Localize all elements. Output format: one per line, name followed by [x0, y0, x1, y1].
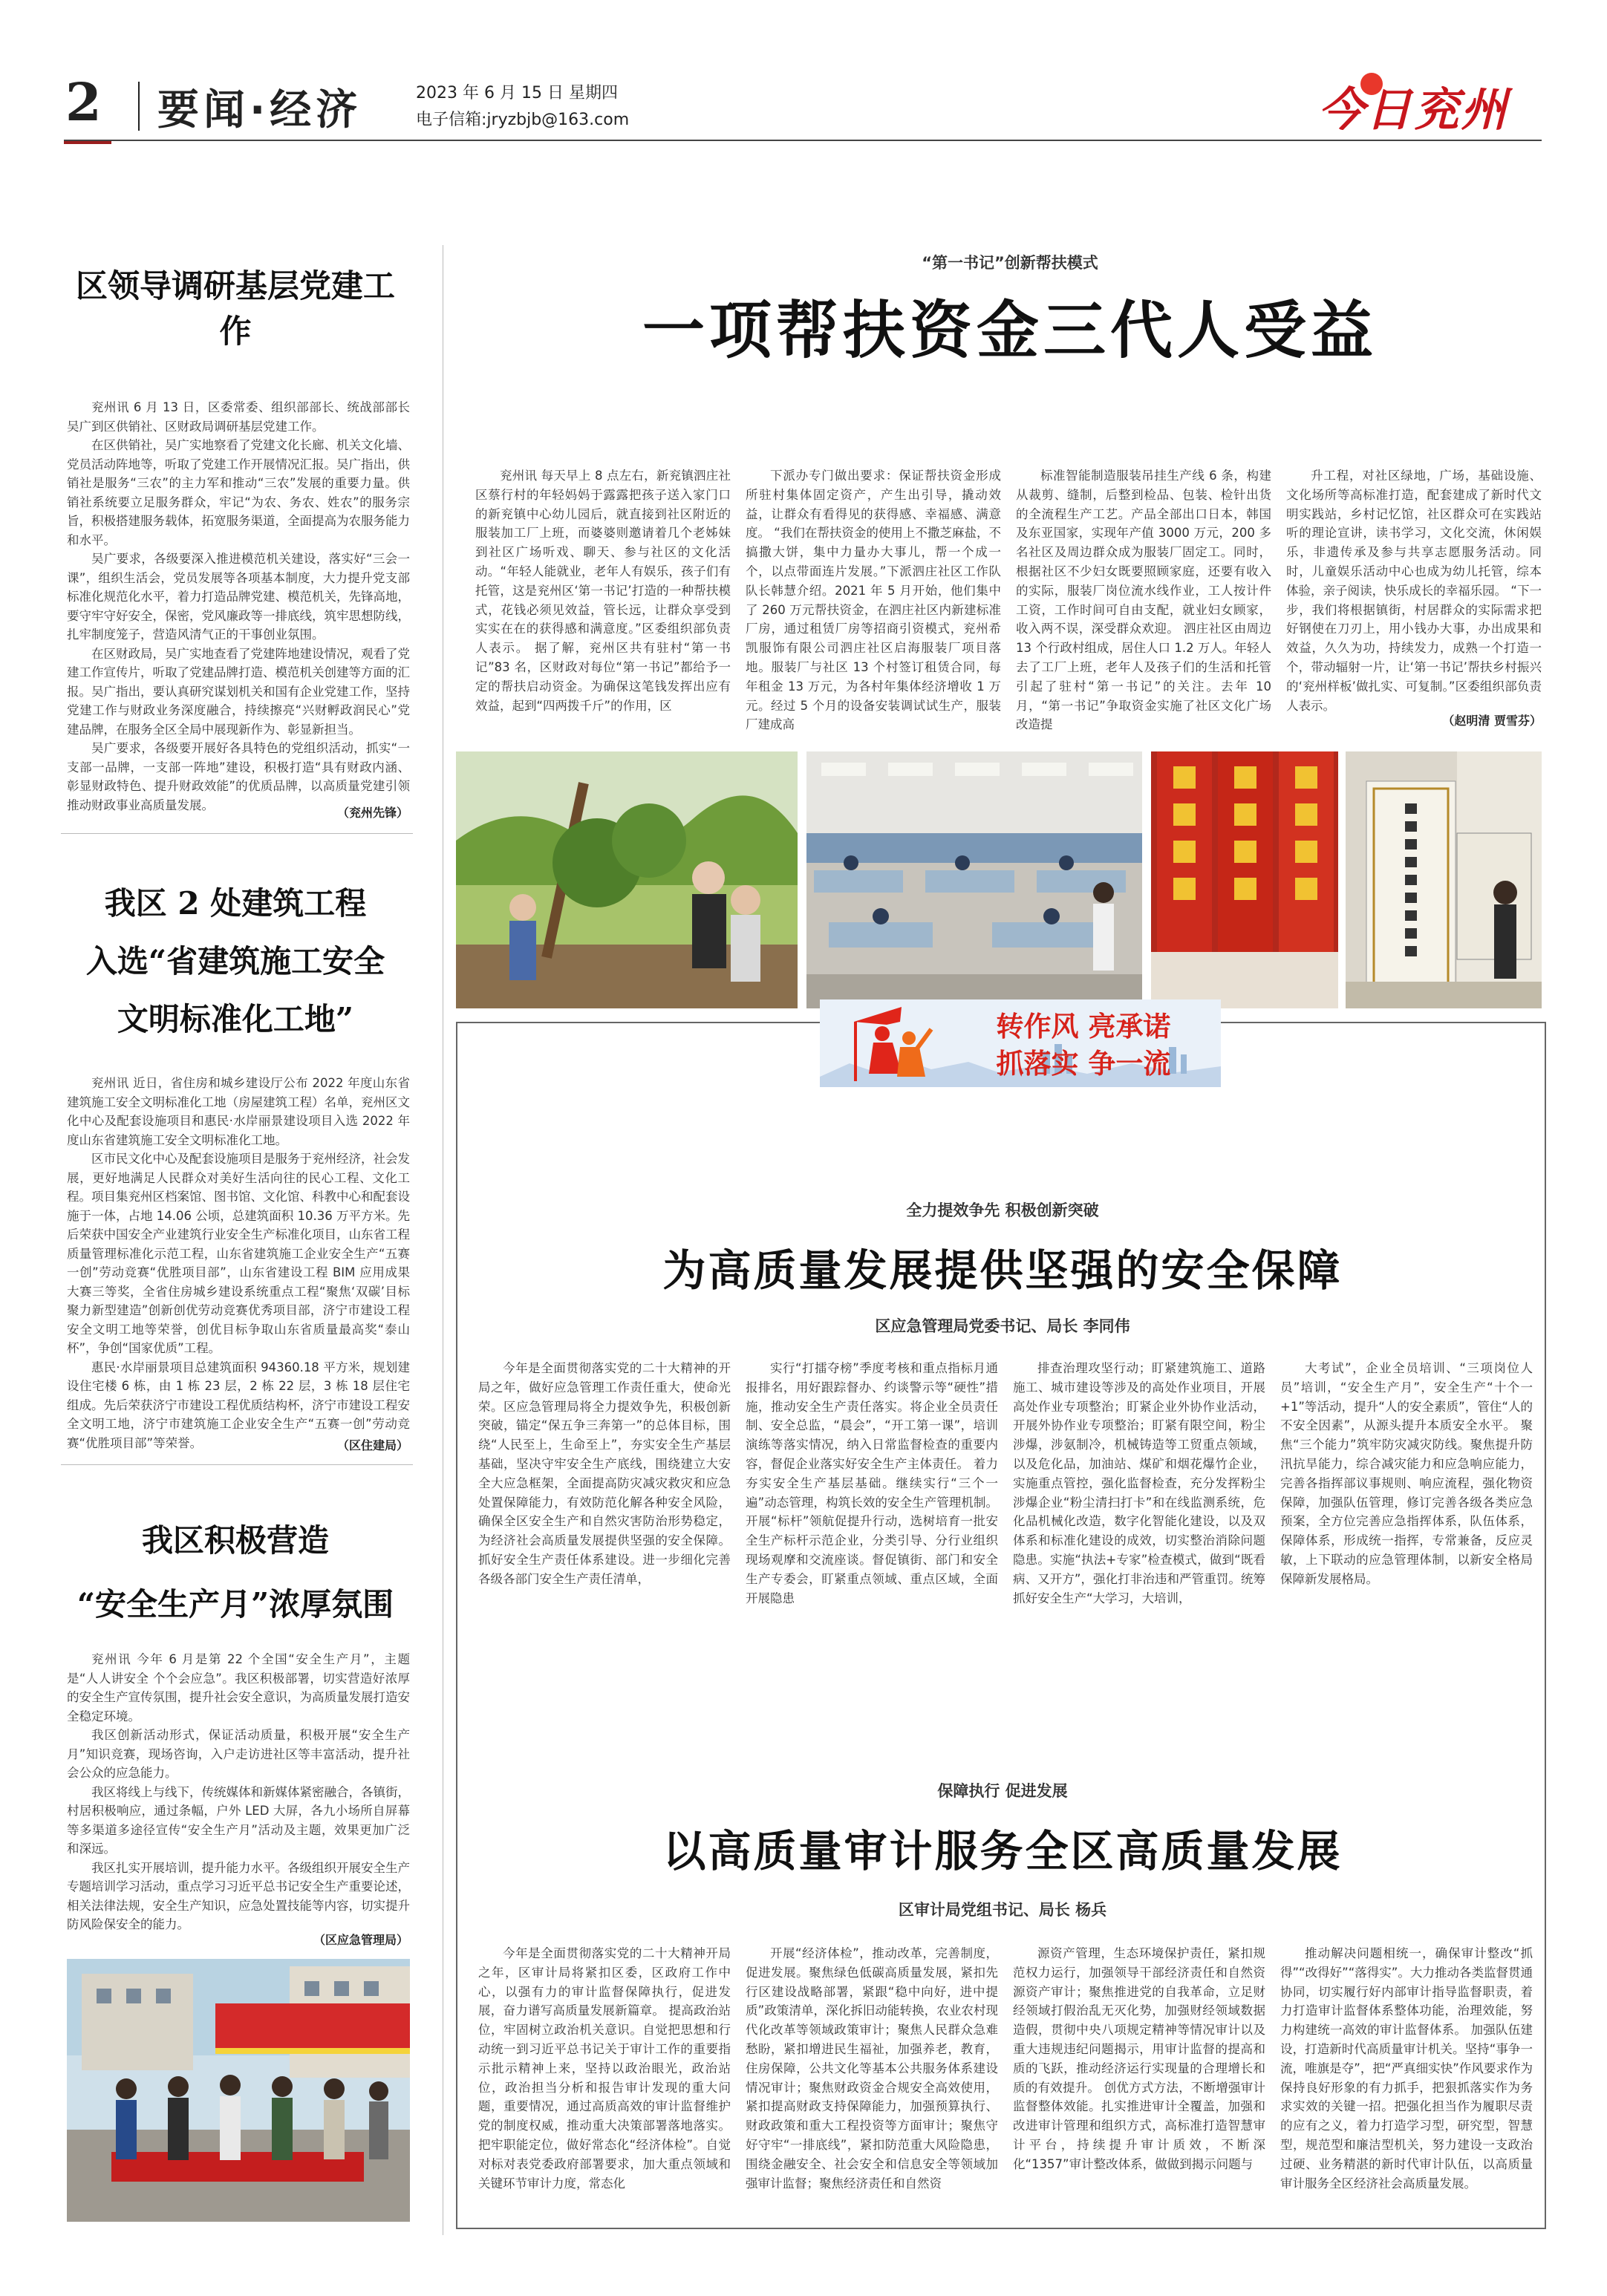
top-story-title: 一项帮扶资金三代人受益 [642, 294, 1378, 367]
dateline [416, 80, 629, 134]
campaign-banner [820, 999, 1221, 1087]
article-3-para: 我区扎实开展培训，提升能力水平。各级组织开展安全生产专题培训学习活动，重点学习习近平总书记安全生产重要论述，相关法律法规，安全生产知识，应急处置技能等内容，切实提升防风险保安全的能力。 [67, 1860, 410, 1931]
opening-ceremony-photo [1151, 751, 1338, 1008]
bottom-story-para: 源资产管理，生态环境保护责任，紧扣规范权力运行，加强领导干部经济责任和自然资源资产审计；聚焦推进党的自我革命，立足财经领域打假治乱无灭化势，加强财经领域数据造假，贯彻中央八项规定精神等情况审计以及重大违规违纪问题揭示，用审计监督的提高和质的飞跃，推动经济运行实现量的合理增长和质的有效提升。 创优方式方法，不断增强审计监督整体效能。扎实推进审计全覆盖，加强和改进审计管理和组织方式，高标准打造智慧审计平台，持续提升审计质效，不断深化“1357”审计整改体系，做做到揭示问题与 [1013, 1946, 1265, 2171]
section-title: 要闻·经济 [157, 86, 362, 134]
divider [61, 1464, 413, 1465]
top-story-para: 标准智能制造服装吊挂生产线 6 条，构建从裁剪、缝制，后整到检品、包装、检针出货的全流程生产工艺。产品全部出口日本，韩国及东亚国家，实现年产值 3000 万元，200 多名社区及周边群众成为服装厂固定工。同时，根据社区不少妇女既要照顾家庭，还要有收入的实际，服装厂岗位流水线作业，工人按计件工资，工作时间可自由支配，就业妇女顾家，收入两不误，深受群众欢迎。 泗庄社区由周边 13 个行政村组成，居住人口 1.2 万人。年轻人去了工厂上班，老年人及孩子们的生活和托管引起了驻村“第一书记”的关注。去年 10 月，“第一书记”争取资金实施了社区文化广场改造提 [1016, 469, 1271, 732]
mid-story-para: 排查治理攻坚行动；盯紧建筑施工、道路施工、城市建设等涉及的高处作业项目，开展高处作业专项整治；盯紧企业外协作业活动，开展外协作业专项整治；盯紧有限空间，粉尘涉爆，涉氨制冷，机械铸造等工贸重点领域，以及危化品，加油站、煤矿和烟花爆竹企业，实施重点管控，强化监督检查，充分发挥粉尘涉爆企业“粉尘清扫打卡”和在线监测系统，危化品机械化改造，数字化智能化建设，以及双体系和标准化建设的成效，切实整治消除问题隐患。实施“执法+专家”检查模式，做到“既看病、又开方”，强化打非治违和严管重罚。统筹抓好安全生产“大学习，大培训， [1013, 1361, 1265, 1605]
top-story-source: （赵明清 贾雪芬） [1442, 714, 1542, 728]
newspaper-logo: 今日兖州 [1318, 82, 1509, 137]
mid-story-title: 为高质量发展提供坚强的安全保障 [662, 1245, 1343, 1296]
top-story-col [746, 466, 1001, 734]
safety-month-photo [67, 1959, 410, 2222]
orchard-photo [456, 751, 798, 1008]
article-2-para: 区市民文化中心及配套设施项目是服务于兖州经济，社会发展，更好地满足人民群众对美好生活向往的民心工程、文化工程。项目集兖州区档案馆、图书馆、文化馆、科教中心和配套设施于一体，占地 14.06 公顷，总建筑面积 10.36 万平方米。先后荣获中国安全产业建筑行业安全生产标准化项目，山东省工程质量管理标准化示范工程，山东省建筑施工企业安全生产“五赛一创”劳动竞赛“优胜项目部”，山东省建设工程 BIM 应用成果大赛三等奖，全省住房城乡建设系统重点工程“聚焦‘双碳’目标聚力新型建造”创新创优劳动竞赛优秀项目部，济宁市建设工程安全文明工地等荣誉，创优目标争取山东省质量最高奖“泰山杯”，争创“国家优质”工程。 [67, 1152, 410, 1355]
article-2-para: 兖州讯 近日，省住房和城乡建设厅公布 2022 年度山东省建筑施工安全文明标准化工地（房屋建筑工程）名单，兖州区文化中心及配套设施项目和惠民·水岸丽景建设项目入选 2022 年度山东省建筑施工安全文明标准化工地。 [67, 1076, 410, 1147]
article-3-para: 我区将线上与线下，传统媒体和新媒体紧密融合，各镇街，村居积极响应，通过条幅，户外 LED 大屏，各九小场所自屏幕等多渠道多途径宣传“安全生产月”活动及主题，效果更加广泛和深远。 [67, 1784, 410, 1856]
top-story-col [1286, 466, 1542, 715]
bottom-story-byline: 区审计局党组书记、局长 杨兵 [898, 1901, 1107, 1919]
article-2-body [67, 1074, 410, 1452]
article-2-para: 惠民·水岸丽景项目总建筑面积 94360.18 平方米，规划建设住宅楼 6 栋，由 1 栋 23 层，2 栋 22 层，3 栋 18 层住宅组成。先后荣获济宁市建设工程优质结构杯，济宁市建设工程安全文明工地，济宁市建筑施工企业安全生产“五赛一创”劳动竞赛“优胜项目部”等荣誉。 [67, 1360, 410, 1450]
bottom-story-para: 推动解决问题相统一，确保审计整改“抓得”“改得好”“落得实”。大力推动各类监督贯通协同，切实履行好内部审计指导监督职责，着力打造审计监督体系整体功能，治理效能，努力构建统一高效的审计监督体系。 加强队伍建设，打造新时代高质量审计机关。坚持“事争一流，唯旗是夺”，把“严真细实快”作风要求作为保持良好形象的有力抓手，把狠抓落实作为务求实效的关键一招。把强化担当作为履职尽责的应有之义，着力打造学习型，研究型，智慧型，规范型和廉洁型机关，努力建设一支政治过硬、业务精湛的新时代审计队伍，以高质量审计服务全区经济社会高质量发展。 [1280, 1946, 1533, 2191]
page-number-underline [64, 141, 111, 144]
banner-line-1: 转作风 亮承诺 [996, 1011, 1171, 1043]
mid-story-kicker: 全力提效争先 积极创新突破 [906, 1201, 1099, 1219]
header-divider [138, 82, 140, 131]
article-1-body [67, 398, 410, 815]
divider [61, 833, 413, 834]
article-2-title-line: 我区 2 处建筑工程 [104, 885, 367, 922]
bottom-story-kicker: 保障执行 促进发展 [937, 1782, 1068, 1800]
bottom-story-para: 开展“经济体检”，推动改革，完善制度，促进发展。聚焦绿色低碳高质量发展，紧扣先行区建设战略部署，紧跟“稳中向好，进中提质”政策清单，深化拆旧动能转换，农业农村现代化改革等领域政策审计；聚焦人民群众急难愁盼，紧扣增进民生福祉，加强养老，教育，住房保障，公共文化等基本公共服务体系建设情况审计；聚焦财政资金合规安全高效使用，紧扣提高财政支持保障能力，加强预算执行、财政政策和重大工程投资等方面审计；聚焦守好守牢“一排底线”，紧扣防范重大风险隐患，围绕金融安全、社会安全和信息安全等领域加强审计监督；聚焦经济责任和自然资 [746, 1946, 998, 2191]
garment-factory-photo [806, 751, 1142, 1008]
header-rule [64, 140, 1542, 141]
mid-story-col [1280, 1359, 1533, 1589]
article-3-para: 兖州讯 今年 6 月是第 22 个全国“安全生产月”，主题是“人人讲安全 个个会应急”。我区积极部署，切实营造好浓厚的安全生产宣传氛围，提升社会安全意识，为高质量发展打造安全稳定环境。 [67, 1652, 410, 1723]
article-3-title-line: 我区积极营造 [141, 1522, 329, 1559]
mid-story-col [1013, 1359, 1265, 1608]
article-1-para: 吴广要求，各级要开展好各具特色的党组织活动，抓实“一支部一品牌，一支部一阵地”建设，积极打造“具有财政内涵、彰显财政特色、提升财政效能”的优质品牌，以高质量党建引领推动财政事业高质量发展。 [67, 741, 410, 812]
top-story-para: 兖州讯 每天早上 8 点左右，新兖镇泗庄社区蔡行村的年轻妈妈于露露把孩子送入家门口的新兖镇中心幼儿园后，就直接到社区附近的服装加工厂上班，而婆婆则邀请着几个老姊妹到社区广场听戏、聊天、参与社区的文化活动。“年轻人能就业，老年人有娱乐，孩子们有托管，这是兖州区‘第一书记’打造的一种帮扶模式，花钱必须见效益，管长远，让群众享受到实实在在的获得感和满意度。”区委组织部负责人表示。 据了解，兖州区共有驻村“第一书记”83 名，区财政对每位“第一书记”都给予一定的帮扶启动资金。为确保这笔钱发挥出应有效益，起到“四两拨千斤”的作用，区 [475, 469, 731, 713]
article-1-para: 吴广要求，各级要深入推进模范机关建设，落实好“三会一课”，组织生活会，党员发展等各项基本制度，大力提升党支部标准化规范化水平，着力打造品牌党建、模范机关，先锋高地，要守牢守好安全，保密，党风廉政等一排底线，筑牢思想防线，扎牢制度笼子，营造风清气正的干事创业氛围。 [67, 552, 410, 642]
mid-story-para: 今年是全面贯彻落实党的二十大精神的开局之年，做好应急管理工作责任重大，使命光荣。区应急管理局将全力提效争先，积极创新突破，锚定“保五争三奔第一”的总体目标，围绕“人民至上，生命至上”，夯实安全生产基层基础，坚决守牢安全生产底线，围绕建立大安全大应急框架，全面提高防灾减灾救灾和应急处置保障能力，有效防范化解各种安全风险，确保全区安全生产和自然灾害防治形势稳定，为经济社会高质量发展提供坚强的安全保障。 抓好安全生产责任体系建设。进一步细化完善各级各部门安全生产责任清单， [478, 1361, 731, 1586]
cooperative-plaque-photo [1346, 751, 1542, 1008]
issue-date: 2023 年 6 月 15 日 星期四 [416, 84, 618, 102]
mid-story-byline: 区应急管理局党委书记、局长 李同伟 [875, 1317, 1130, 1335]
article-3-title-line: “安全生产月”浓厚氛围 [76, 1586, 394, 1622]
banner-line-2: 抓落实 争一流 [996, 1048, 1171, 1080]
bottom-story-title: 以高质量审计服务全区高质量发展 [662, 1826, 1343, 1876]
article-3-body [67, 1650, 410, 1934]
mid-story-col [478, 1359, 731, 1589]
top-story-col [475, 466, 731, 715]
top-story-para: 升工程，对社区绿地，广场，基础设施、文化场所等高标准打造，配套建成了新时代文明实践站，乡村记忆馆，社区群众可在实践站听的理论宣讲，读书学习，文化交流，休闲娱乐，非遗传承及参与共享志愿服务活动。同时，儿童娱乐活动中心也成为幼儿托管，综本体验，亲子阅读，快乐成长的幸福乐园。 “下一步，我们将根据镇街，村居群众的实际需求把好钢使在刀刃上，用小钱办大事，办出成果和效益，久久为功，持续发力，成熟一个打造一个，带动辐射一片，让‘第一书记’帮扶乡村振兴的‘兖州样板’做扎实、可复制。”区委组织部负责人表示。 [1286, 469, 1542, 713]
bottom-story-col [1280, 1944, 1533, 2193]
page-number: 2 [65, 71, 102, 133]
article-1-para: 在区财政局，吴广实地查看了党建阵地建设情况，观看了党建工作宣传片，听取了党建品牌打造、模范机关创建等方面的汇报。吴广指出，要认真研究谋划机关和国有企业党建工作，坚持党建工作与财政业务深度融合，持续擦亮“兴财孵政润民心”党建品牌，在服务全区全局中展现新作为、彰显新担当。 [67, 646, 410, 737]
article-2-title [61, 875, 410, 1048]
article-1-title: 区领导调研基层党建工作 [76, 268, 395, 350]
bottom-story-para: 今年是全面贯彻落实党的二十大精神开局之年，区审计局将紧扣区委，区政府工作中心，以强有力的审计监督保障执行，促进发展，奋力谱写高质量发展新篇章。 提高政治站位，牢固树立政治机关意识。自觉把思想和行动统一到习近平总书记关于审计工作的重要指示批示精神上来，坚持以政治眼光，政治站位，政治担当分析和报告审计发现的重大问题，重要情况，通过高质高效的审计监督维护党的制度权威，推动重大决策部署落地落实。 把牢职能定位，做好常态化“经济体检”。自觉对标对表党委政府部署要求，加大重点领域和关键环节审计力度，常态化 [478, 1946, 731, 2191]
bottom-story-col [478, 1944, 731, 2193]
top-story-col [1016, 466, 1271, 734]
article-2-title-line: 入选“省建筑施工安全 [85, 943, 385, 979]
article-3-source: （区应急管理局） [313, 1933, 408, 1947]
article-2-title-line: 文明标准化工地” [117, 1001, 354, 1037]
article-2-source: （区住建局） [336, 1438, 408, 1452]
article-1-para: 兖州讯 6 月 13 日，区委常委、组织部部长、统战部部长吴广到区供销社、区财政局调研基层党建工作。 [67, 400, 410, 434]
mid-story-para: 实行“打擂夺榜”季度考核和重点指标月通报排名，用好跟踪督办、约谈警示等“硬性”措施，推动安全生产责任落实。将企业全员责任制、安全总监，“晨会”，“开工第一课”，培训演练等落实情况，纳入日常监督检查的重要内容，督促企业落实好安全生产主体责任。 着力夯实安全生产基层基础。继续实行“三个一遍”动态管理，构筑长效的安全生产管理机制。开展“标杆”领航促提升行动，选树培育一批安全生产标杆示范企业，分类引导、分行业组织现场观摩和交流座谈。督促镇街、部门和安全生产专委会，盯紧重点领域、重点区域，全面开展隐患 [746, 1361, 998, 1605]
top-story-kicker: “第一书记”创新帮扶模式 [922, 254, 1098, 272]
article-1-source: （兖州先锋） [336, 806, 408, 820]
mid-story-col [746, 1359, 998, 1608]
article-1-para: 在区供销社，吴广实地察看了党建文化长廊、机关文化墙、党员活动阵地等，听取了党建工作开展情况汇报。吴广指出，供销社是服务“三农”的主力军和推动“三农”发展的重要力量。供销社系统要立足服务群众，牢记“为农、务农、姓农”的服务宗旨，积极搭建服务载体，拓宽服务渠道，全面提高为农服务能力和水平。 [67, 438, 410, 547]
mid-story-para: 大考试”，企业全员培训、“三项岗位人员”培训，“安全生产月”，安全生产“十个一+1”等活动，提升“人的安全素质”，管住“人的不安全因素”，从源头提升本质安全水平。 聚焦“三个能力”筑牢防灾减灾防线。聚焦提升防汛抗旱能力，综合减灾能力和应急响应能力，完善各指挥部议事规则、响应流程，强化物资保障，加强队伍管理，修订完善各级各类应急预案，全方位完善应急指挥体系，队伍体系，保障体系，形成统一指挥，专常兼备，反应灵敏，上下联动的应急管理体制，以新安全格局保障新发展格局。 [1280, 1361, 1533, 1586]
bottom-story-col [1013, 1944, 1265, 2174]
top-story-para: 下派办专门做出要求：保证帮扶资金形成所驻村集体固定资产，产生出引导，撬动效益，让群众有看得见的获得感、幸福感、满意度。 “我们在帮扶资金的使用上不撒芝麻盐，不搞撒大饼，集中力量办大事儿，帮一个成一个，以点带面连片发展。”下派泗庄社区工作队队长韩慧介绍。2021 年 5 月开始，他们集中了 260 万元帮扶资金，在泗庄社区内新建标准厂房，通过租赁厂房等招商引资模式，兖州希凯服饰有限公司泗庄社区启海服装厂项目落地。服装厂与社区 13 个村签订租赁合同，每年租金 13 万元，为各村年集体经济增收 1 万元。经过 5 个月的设备安装调试试生产，服装厂建成高 [746, 469, 1001, 732]
editor-email: 电子信箱:jryzbjb@163.com [416, 111, 630, 129]
article-3-para: 我区创新活动形式，保证活动质量，积极开展“安全生产月”知识竞赛，现场咨询，入户走访进社区等丰富活动，提升社会公众的应急能力。 [67, 1728, 410, 1780]
bottom-story-col [746, 1944, 998, 2193]
article-3-title [61, 1509, 410, 1637]
